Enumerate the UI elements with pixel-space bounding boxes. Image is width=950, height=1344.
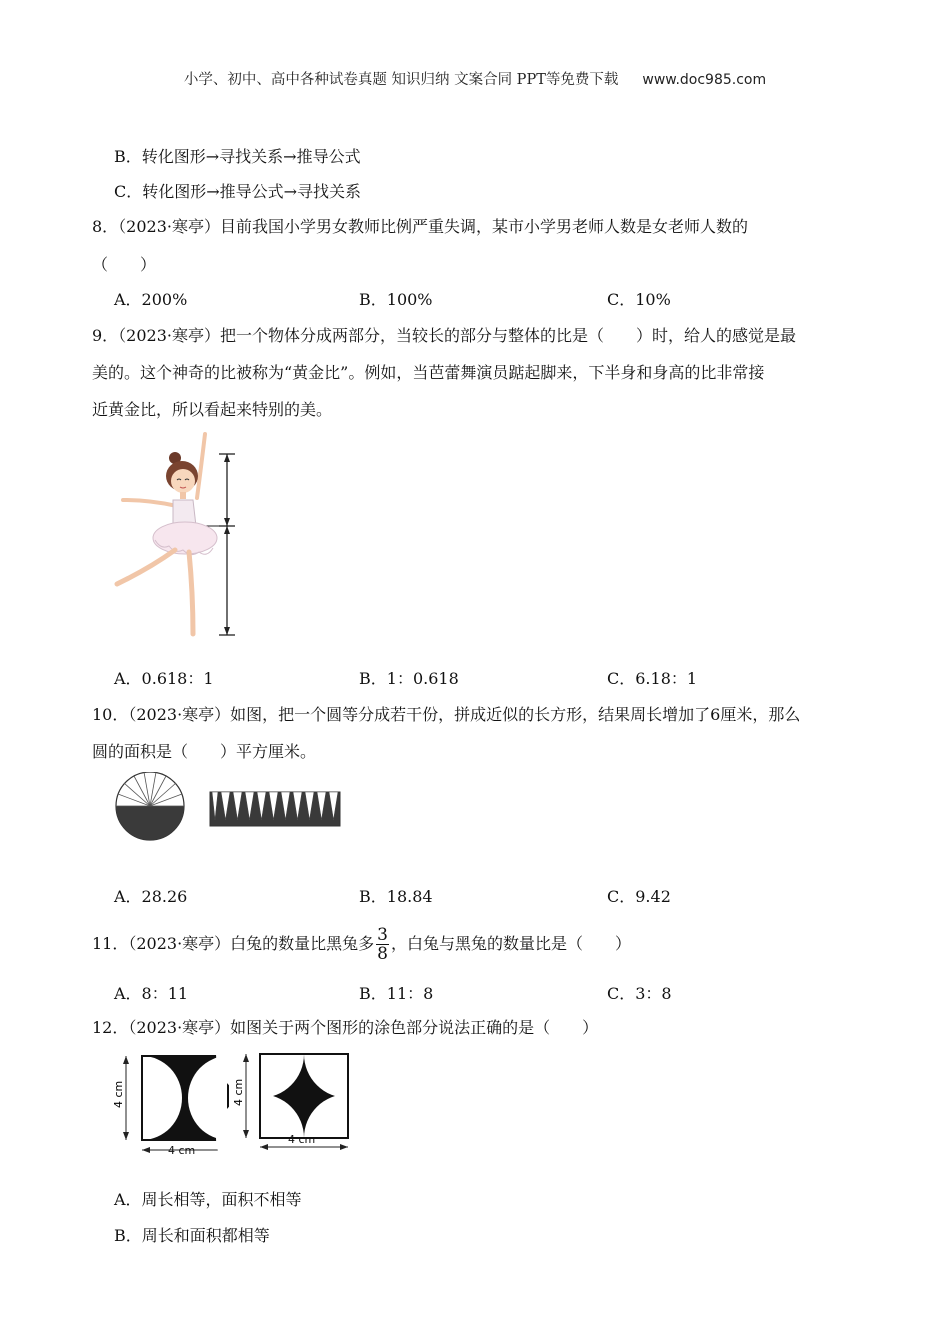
- right-figure-bottom-label: 4 cm: [288, 1133, 316, 1146]
- q10-option-b: B．18.84: [359, 887, 433, 906]
- q8-stem-line2: （ ）: [92, 255, 157, 274]
- q10-stem-line2: 圆的面积是（ ）平方厘米。: [92, 742, 317, 761]
- q7-option-c: C．转化图形→推导公式→寻找关系: [114, 182, 362, 201]
- q11-fraction: [376, 926, 389, 963]
- q9-option-a: A．0.618：1: [114, 669, 214, 688]
- q9-stem-line2: 美的。这个神奇的比被称为“黄金比”。例如，当芭蕾舞演员踮起脚来，下半身和身高的比非常接: [92, 363, 765, 382]
- header-text: 小学、初中、高中各种试卷真题 知识归纳 文案合同 PPT等免费下载: [183, 72, 619, 88]
- left-figure-side-label: 4 cm: [112, 1080, 125, 1108]
- q8-option-a: A．200%: [114, 290, 188, 309]
- q10-option-a: A．28.26: [114, 887, 188, 906]
- right-figure-side-label: 4 cm: [232, 1078, 245, 1106]
- left-figure-bottom-label: 4 cm: [168, 1144, 196, 1157]
- q10-stem-line1: 10．（2023·寒亭）如图，把一个圆等分成若干份，拼成近似的长方形，结果周长增加了6厘米，那么: [92, 705, 801, 724]
- q12-stem: 12．（2023·寒亭）如图关于两个图形的涂色部分说法正确的是（ ）: [92, 1018, 599, 1037]
- q11-option-b: B．11：8: [359, 984, 434, 1003]
- page-header: [0, 68, 950, 89]
- q9-stem-line1: 9．（2023·寒亭）把一个物体分成两部分，当较长的部分与整体的比是（ ）时，给人的感觉是最: [92, 326, 796, 345]
- q11-option-a: A．8：11: [114, 984, 189, 1003]
- q10-option-c: C．9.42: [607, 887, 671, 906]
- q11-fraction-denominator: 8: [377, 944, 388, 964]
- header-site: www.doc985.com: [642, 72, 767, 88]
- q11-stem-prefix: 11．（2023·寒亭）白兔的数量比黑兔多: [92, 934, 375, 953]
- q9-option-b: B．1：0.618: [359, 669, 459, 688]
- q8-option-b: B．100%: [359, 290, 433, 309]
- q11-fraction-numerator: 3: [377, 925, 388, 945]
- q8-option-c: C．10%: [607, 290, 671, 309]
- q11-option-c: C．3：8: [607, 984, 672, 1003]
- shaded-squares-figure: [112, 1050, 362, 1160]
- q12-option-b: B．周长和面积都相等: [114, 1226, 270, 1245]
- q11-stem-suffix: ，白兔与黑兔的数量比是（ ）: [391, 934, 632, 953]
- q9-stem-line3: 近黄金比，所以看起来特别的美。: [92, 400, 333, 419]
- q8-stem-line1: 8．（2023·寒亭）目前我国小学男女教师比例严重失调，某市小学男老师人数是女老师人数的: [92, 217, 748, 236]
- q9-option-c: C．6.18：1: [607, 669, 698, 688]
- circle-to-rectangle-figure: [112, 772, 348, 842]
- q7-option-b: B．转化图形→寻找关系→推导公式: [114, 147, 361, 166]
- ballerina-figure: [105, 428, 255, 640]
- q11-stem: [92, 922, 631, 966]
- q12-option-a: A．周长相等，面积不相等: [114, 1190, 302, 1209]
